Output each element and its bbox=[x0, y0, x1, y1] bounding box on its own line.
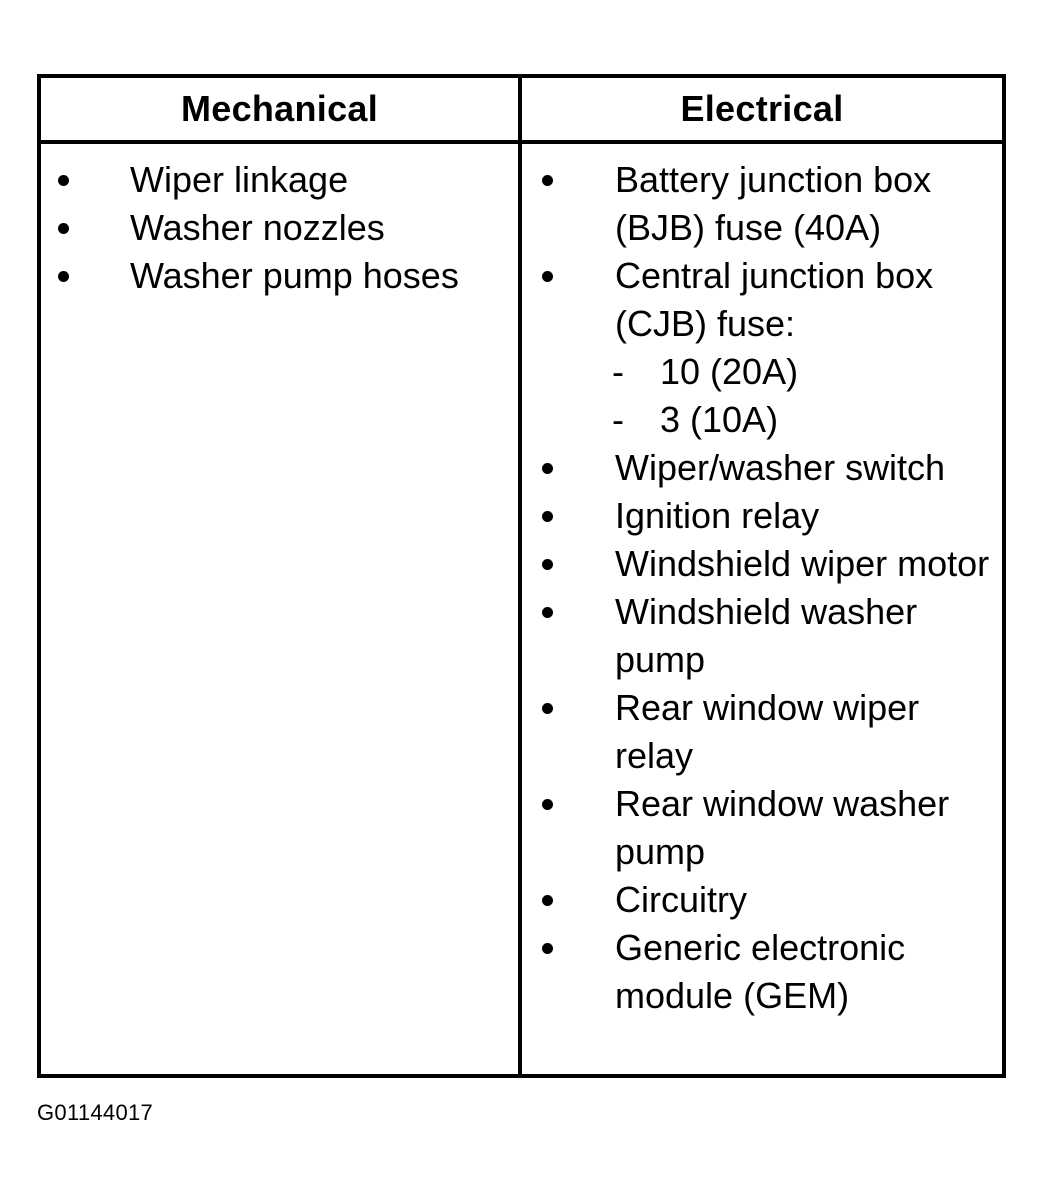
mechanical-column bbox=[41, 144, 522, 1074]
bullet-icon bbox=[58, 271, 69, 282]
bullet-icon bbox=[542, 799, 553, 810]
list-item bbox=[522, 252, 1002, 348]
bullet-icon bbox=[542, 607, 553, 618]
list-item bbox=[522, 684, 1002, 780]
electrical-column bbox=[522, 144, 1002, 1074]
list-item bbox=[41, 156, 518, 204]
list-item bbox=[522, 876, 1002, 924]
header-electrical: Electrical bbox=[522, 78, 1002, 144]
item-text: Windshield washer pump bbox=[615, 591, 918, 680]
sub-list-item bbox=[612, 348, 1002, 396]
list-item bbox=[522, 444, 1002, 492]
item-text: Generic electronic module (GEM) bbox=[615, 927, 906, 1016]
item-text: Central junction box (CJB) fuse: bbox=[615, 255, 934, 344]
list-item bbox=[522, 588, 1002, 684]
list-item bbox=[41, 252, 518, 300]
bullet-icon bbox=[542, 895, 553, 906]
item-text: Wiper linkage bbox=[130, 159, 349, 200]
item-text: Rear window washer pump bbox=[615, 783, 950, 872]
list-item bbox=[522, 492, 1002, 540]
list-item bbox=[522, 780, 1002, 876]
list-item bbox=[522, 156, 1002, 252]
list-item bbox=[522, 540, 1002, 588]
list-item bbox=[41, 204, 518, 252]
item-text: Washer nozzles bbox=[130, 207, 385, 248]
bullet-icon bbox=[542, 703, 553, 714]
item-text: Circuitry bbox=[615, 879, 747, 920]
dash-icon: - bbox=[612, 351, 624, 392]
inspection-table bbox=[37, 74, 1006, 1078]
item-text: Windshield wiper motor bbox=[615, 543, 990, 584]
item-text: Wiper/washer switch bbox=[615, 447, 946, 488]
bullet-icon bbox=[542, 511, 553, 522]
figure-id: G01144017 bbox=[37, 1100, 154, 1125]
item-text: Washer pump hoses bbox=[130, 255, 459, 296]
bullet-icon bbox=[58, 175, 69, 186]
sub-item-text: 3 (10A) bbox=[660, 399, 779, 440]
list-item bbox=[522, 924, 1002, 1020]
sub-list-item bbox=[612, 396, 1002, 444]
dash-icon: - bbox=[612, 399, 624, 440]
bullet-icon bbox=[542, 271, 553, 282]
bullet-icon bbox=[542, 943, 553, 954]
item-text: Ignition relay bbox=[615, 495, 820, 536]
item-text: Rear window wiper relay bbox=[615, 687, 920, 776]
bullet-icon bbox=[58, 223, 69, 234]
bullet-icon bbox=[542, 175, 553, 186]
bullet-icon bbox=[542, 463, 553, 474]
bullet-icon bbox=[542, 559, 553, 570]
item-text: Battery junction box (BJB) fuse (40A) bbox=[615, 159, 932, 248]
sub-item-text: 10 (20A) bbox=[660, 351, 799, 392]
header-mechanical: Mechanical bbox=[41, 78, 522, 144]
